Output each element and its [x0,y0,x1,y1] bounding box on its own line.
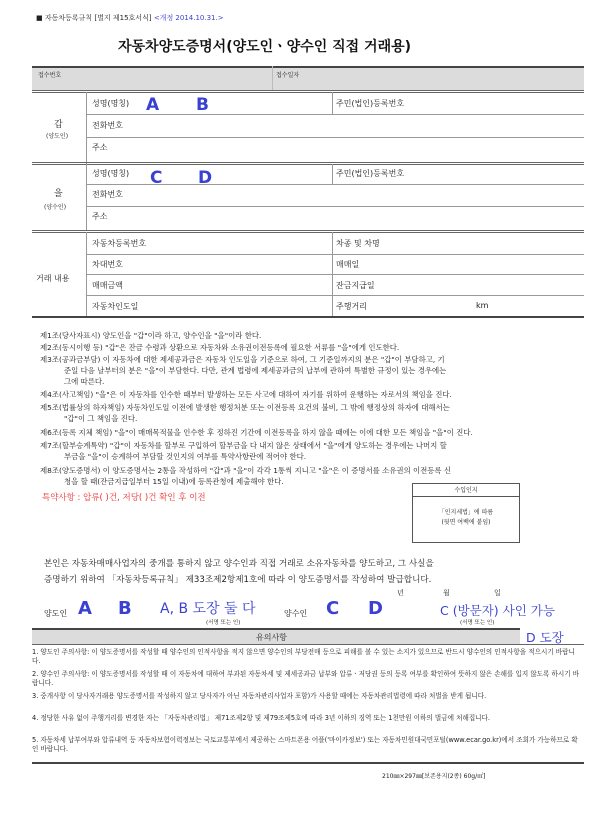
date-day: 일 [494,589,501,597]
article-6: 제6조(등록 지체 책임) "을"이 매매목적물을 인수한 후 정하진 기간에 이전등록을 하지 않을 때에는 이에 대한 모든 책임을 "을"이 진다. [40,428,473,437]
party-a-name-label: 성명(명칭) [92,99,130,108]
party-b-sublabel: (양수인) [44,204,67,211]
reception-number-label: 접수번호 [38,72,62,79]
party-a-annotation-a: A [146,95,160,115]
statement-line-1: 본인은 자동차매매사업자의 중개를 통하지 않고 양수인과 직접 거래로 소유자동차를 양도하고, 그 사실을 [44,559,434,569]
sign-annotation-d: D [368,598,383,619]
sign-annotation-a: A [78,598,92,619]
mileage-label: 주행거리 [336,302,367,311]
chassis-number-label: 차대번호 [92,260,123,269]
party-b-annotation-d: D [198,168,213,188]
article-7: 제7조(할부승계특약) "갑"이 자동차를 할부로 구입하여 할부금을 다 내지 않은 상태에서 "을"에게 양도하는 경우에는 나머지 할 부금을 "을"이 승계하여 부담할 것인지의 여부를 특약사항란에 적어야 한다. [40,441,447,461]
paper-spec: 210㎜×297㎜[보존용지(2종) 60g/㎡] [382,773,486,780]
date-month: 월 [443,589,450,597]
vehicle-reg-number-label: 자동차등록번호 [92,239,147,248]
seal-hint-left: (서명 또는 인) [206,620,241,626]
vehicle-type-label: 차종 및 차명 [336,239,380,248]
revenue-stamp-title: 수입인지 [413,484,519,497]
party-b-reg-label: 주민(법인)등록번호 [336,169,405,178]
article-4: 제4조(사고책임) "을"은 이 자동차를 인수한 때부터 발생하는 모든 사고에 대하여 자기를 위하여 운행하는 자로서의 책임을 진다. [40,390,452,399]
notice-2: 2. 양수인 주의사항: 이 양도증명서를 작성할 때 이 자동차에 대하여 부과된 자동차세 및 제세공과금 납부와 압류ㆍ저당권 등의 등록 여부를 확인하여 뜻하지 않은 손해를 입지 않도록 하시기 바랍니다. [32,670,580,688]
article-2: 제2조(동시이행 등) "갑"은 잔금 수령과 상환으로 자동차와 소유권이전등록에 필요한 서류를 "을"에게 인도한다. [40,343,400,352]
reception-date-label: 접수일자 [276,72,300,79]
party-a-annotation-b: B [196,95,209,115]
notice-3: 3. 중개사항 이 당사자거래용 양도증명서를 작성하지 않고 당사자가 아닌 자동차관리사업자 포함)가 사용할 때에는 자동차관리법령에 따라 처벌을 받게 됩니다. [32,692,487,700]
transaction-label: 거래 내용 [36,274,70,283]
article-8: 제8조(양도증명서) 이 양도증명서는 2통을 작성하여 "갑"과 "을"이 각각 1통씩 지니고 "을"은 이 증명서를 소유권의 이전등록 신 청을 할 때(잔금지급일부터 15일 이내)에 등록관청에 제출해야 한다. [40,466,452,486]
special-terms: 특약사항 : 압류( )건, 저당( )건 확인 후 이전 [42,493,206,503]
sign-note-d: D 도장 [526,630,564,645]
notice-1: 1. 양도인 주의사항: 이 양도증명서를 작성할 때 양수인의 인적사항을 적지 않으면 양수인의 부당전매 등으로 피해를 볼 수 있는 소지가 있으므로 반드시 양수인의 인적사항을 적으시기 바랍니다. [32,648,575,666]
party-a-address-label: 주소 [92,143,108,152]
sign-annotation-b: B [118,598,132,619]
sale-amount-label: 매매금액 [92,281,123,290]
date-year: 년 [397,589,404,597]
notice-4: 4. 정당한 사유 없이 주행거리를 변경한 자는 「자동차관리법」 제71조제2항 및 제79조제5호에 따라 3년 이하의 징역 또는 1천만원 이하의 벌금에 처해집니다. [32,714,491,722]
party-a-reg-label: 주민(법인)등록번호 [336,99,405,108]
statement-line-2: 증명하기 위하여 「자동차등록규칙」 제33조제2항제1호에 따라 이 양도증명서를 작성하여 발급합니다. [44,575,432,585]
article-5: 제5조(법률상의 하자책임) 자동차인도일 이전에 발생한 행정처분 또는 이전등록 요건의 불비, 그 밖에 행정상의 하자에 대해서는 "갑"이 그 책임을 진다. [40,403,450,423]
km-unit: km [476,301,489,310]
article-1: 제1조(당사자표시) 양도인을 "갑"이라 하고, 양수인을 "을"이라 한다. [40,331,262,340]
notes-title: 유의사항 [256,633,287,642]
form-reference: ■ 자동차등록규칙 [별지 제15호서식] <개정 2014.10.31.> [36,14,224,22]
party-a-label: 갑 [54,120,63,130]
party-b-phone-label: 전화번호 [92,190,123,199]
notice-5: 5. 자동차세 납부여부와 압류내역 등 자동차보험이력정보는 국토교통부에서 제공하는 스마트폰용 어플('마이카정보') 또는 자동차민원대국민포털(www.ecar.go.kr)에서 조회가 가능하므로 확인 바랍니다. [32,736,578,754]
party-a-sublabel: (양도인) [46,133,69,140]
document-title: 자동차양도증명서(양도인ㆍ양수인 직접 거래용) [118,39,412,55]
sale-date-label: 매매일 [336,260,360,269]
revenue-stamp-box [412,483,520,543]
party-b-annotation-c: C [150,168,163,188]
revenue-stamp-note-2: (뒷면 여백에 붙임) [441,519,491,526]
seal-hint-right: (서명 또는 인) [460,620,495,626]
party-b-address-label: 주소 [92,212,108,221]
sign-note-ab: A, B 도장 둘 다 [160,601,256,617]
article-3: 제3조(공과금부담) 이 자동차에 대한 제세공과금은 자동차 인도일을 기준으로 하여, 그 기준일까지의 분은 "갑"이 부담하고, 기 준일 다음 날부터의 분은 "을"이 부담한다. 다만, 관계 법령에 제세공과금의 납부에 관하여 특별한 규정이 있는 경우에는 그에 따른다. [40,355,447,386]
transferor-label: 양도인 [44,609,68,618]
party-a-phone-label: 전화번호 [92,121,123,130]
delivery-date-label: 자동차인도일 [92,302,139,311]
revenue-stamp-note-1: 「인지세법」에 따름 [438,509,494,516]
sign-annotation-c: C [326,598,340,619]
party-b-label: 을 [54,189,63,199]
revision-date: <개정 2014.10.31.> [153,14,224,22]
transferee-label: 양수인 [284,609,308,618]
balance-date-label: 잔금지급일 [336,281,375,290]
party-b-name-label: 성명(명칭) [92,169,130,178]
sign-note-c: C (방문자) 사인 가능 [440,603,555,618]
reception-bar [32,66,584,90]
